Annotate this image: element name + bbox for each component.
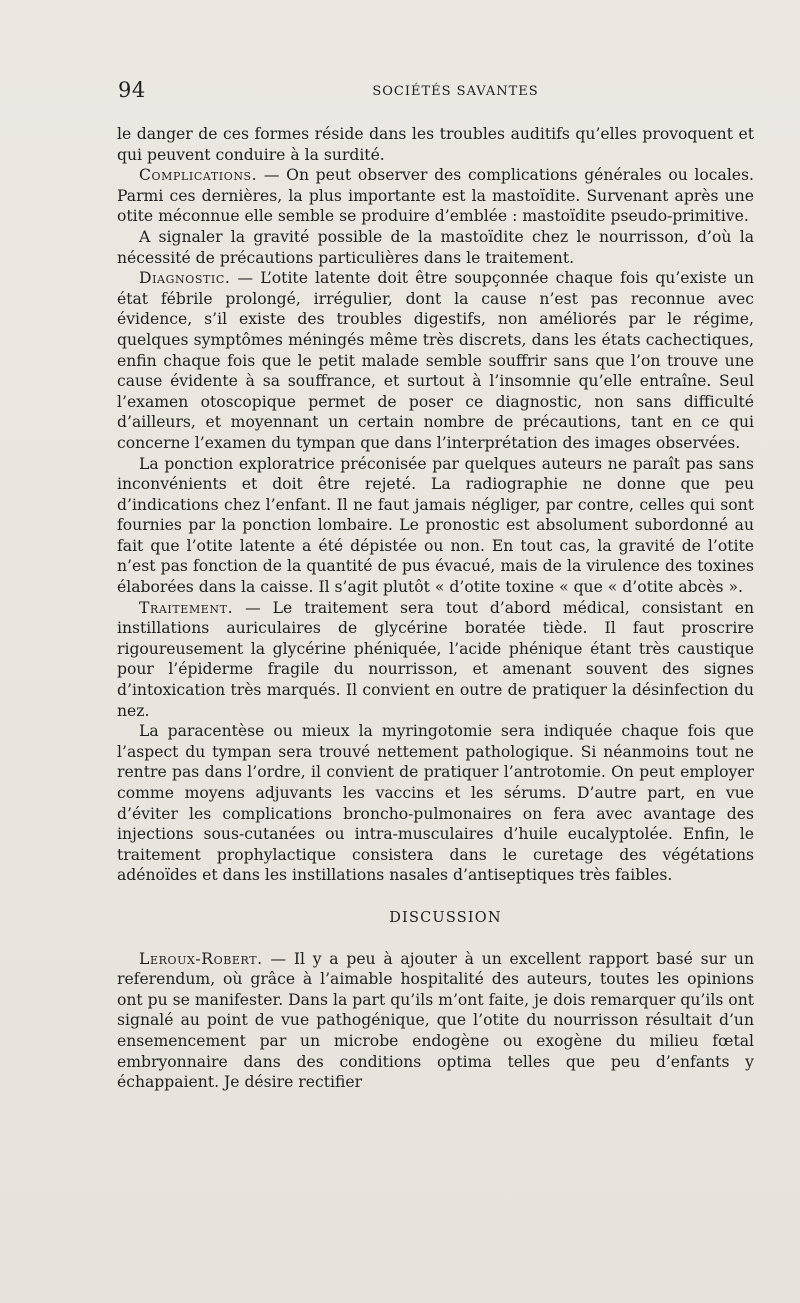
paragraph-3: A signaler la gravité possible de la mastoïdite chez le nourrisson, d’où la nécessité de précautions particulières dans le traitement. — [117, 227, 754, 267]
traitement-text: — Le traitement sera tout d’abord médical, consistant en instillations auriculaires de glycérine boratée tiède. Il faut proscrire rigoureusement la glycérine phéniquée, l’acide phénique étant très caustique pour l’épiderme fragile du nourrisson, et amenant souvent des signes d’intoxication très marqués. Il convient en outre de pratiquer la désinfection du nez. — [117, 598, 754, 720]
paragraph-leroux-robert — [117, 949, 754, 1093]
page-header — [117, 74, 754, 110]
complications-text: — On peut observer des complications générales ou locales. Parmi ces dernières, la plus importante est la mastoïdite. Survenant après une otite méconnue elle semble se produire d’emblée : mastoïdite pseudo-primitive. — [117, 166, 754, 226]
paragraph-traitement — [117, 598, 754, 722]
paragraph-5: La ponction exploratrice préconisée par quelques auteurs ne paraît pas sans inconvénients et doit être rejeté. La radiographie ne donne que peu d’indications chez l’enfant. Il ne faut jamais négliger, par contre, celles qui sont fournies par la ponction lombaire. Le pronostic est absolument subordonné au fait que l’otite latente a été dépistée ou non. En tout cas, la gravité de l’otite n’est pas fonction de la quantité de pus évacué, mais de la virulence des toxines élaborées dans la caisse. Il s’agit plutôt « d’otite toxine « que « d’otite abcès ». — [117, 454, 754, 597]
traitement-label: Traitement. — [139, 598, 234, 617]
speaker-label: Leroux-Robert. — [139, 949, 263, 968]
speaker-text: — Il y a peu à ajouter à un excellent rapport basé sur un referendum, où grâce à l’aimable hospitalité des auteurs, toutes les opinions ont pu se manifester. Dans la part qu’ils m’ont faite, je dois remarquer qu’ils ont signalé au point de vue pathogénique, que l’otite du nourrisson résultait d’un ensemencement par un microbe endogène ou exogène du milieu fœtal embryonnaire dans des conditions optima telles que peu d’enfants y échappaient. Je désire rectifier — [117, 949, 754, 1092]
paragraph-1: le danger de ces formes réside dans les troubles auditifs qu’elles provoquent et qui peuvent conduire à la surdité. — [117, 125, 754, 164]
paragraph-7: La paracentèse ou mieux la myringotomie sera indiquée chaque fois que l’aspect du tympan sera trouvé nettement pathologique. Si néanmoins tout ne rentre pas dans l’ordre, il convient de pratiquer l’antrotomie. On peut employer comme moyens adjuvants les vaccins et les sérums. D’autre part, en vue d’éviter les complications broncho-pulmonaires on fera avec avantage des injections sous-cutanées ou intra-musculaires d’huile eucalyptolée. Enfin, le traitement prophylactique consistera dans le curetage des végétations adénoïdes et dans les instillations nasales d’antiseptiques très faibles. — [117, 722, 754, 885]
complications-label: Complications. — [139, 166, 258, 185]
running-head: SOCIÉTÉS SAVANTES — [372, 84, 539, 99]
discussion-heading: DISCUSSION — [389, 909, 502, 926]
page-number: 94 — [118, 78, 146, 102]
body-text — [117, 124, 754, 1093]
diagnostic-text: — L’otite latente doit être soupçonnée chaque fois qu’existe un état fébrile prolongé, irrégulier, dont la cause n’est pas reconnue avec évidence, s’il existe des troubles digestifs, non améliorés par le régime, quelques symptômes méningés même très discrets, dans les états cachectiques, enfin chaque fois que le petit malade semble souffrir sans que l’on trouve une cause évidente à sa souffrance, et surtout à l’insomnie qu’elle entraîne. Seul l’examen otoscopique permet de poser ce diagnostic, non sans difficulté d’ailleurs, et moyennant un certain nombre de précautions, tant en ce qui concerne l’examen du tympan que dans l’interprétation des images observées. — [117, 269, 754, 452]
diagnostic-label: Diagnostic. — [139, 269, 231, 288]
paragraph-complications — [117, 165, 754, 227]
paragraph-diagnostic — [117, 268, 754, 453]
